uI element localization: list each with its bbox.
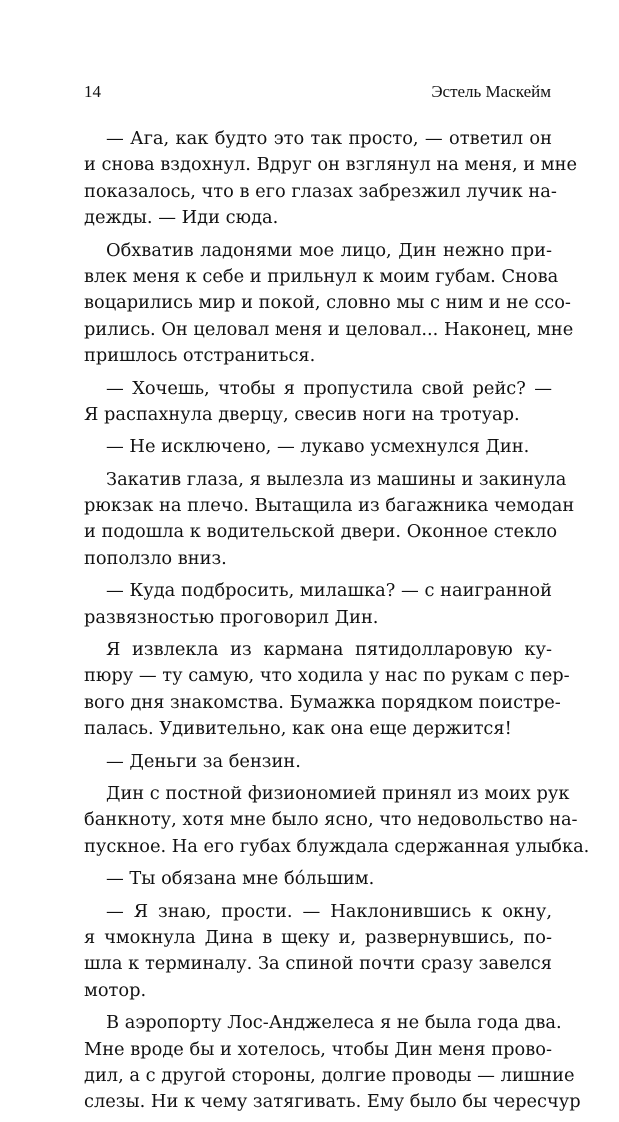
text-line: банкноту, хотя мне было ясно, что недовольство на- (84, 809, 578, 831)
text-line: поползло вниз. (84, 547, 227, 569)
text-line: — Ты обязана мне бо́льшим. (106, 868, 375, 890)
paragraph (84, 749, 552, 775)
text-line: пускное. На его губах блуждала сдержанная улыбка. (84, 835, 590, 857)
paragraph (84, 434, 552, 460)
paragraph (84, 899, 552, 1005)
text-line: пюру — ту самую, что ходила у нас по рукам с пер- (84, 665, 570, 687)
text-line: — Ага, как будто это так просто, — ответил он (106, 128, 552, 149)
paragraph (84, 376, 552, 429)
page-number: 14 (84, 82, 101, 101)
text-line: — Деньги за бензин. (106, 750, 301, 772)
text-line: палась. Удивительно, как она еще держится! (84, 718, 512, 740)
paragraph (84, 1010, 581, 1116)
text-line: и снова вздохнул. Вдруг он взглянул на меня, и мне (84, 154, 577, 176)
text-line: Закатив глаза, я вылезла из машины и закинула (106, 468, 567, 490)
text-line: и подошла к водительской двери. Оконное стекло (84, 521, 558, 543)
paragraph (84, 578, 552, 631)
text-line: В аэропорту Лос-Анджелеса я не была года два. (106, 1012, 562, 1034)
paragraph (84, 637, 570, 743)
text-line: рились. Он целовал меня и целовал... Наконец, мне (84, 318, 574, 340)
paragraph (84, 238, 574, 370)
text-line: рюкзак на плечо. Вытащила из багажника чемодан (84, 495, 575, 517)
text-line: Я распахнула дверцу, свесив ноги на тротуар. (84, 403, 520, 425)
text-line: — Я знаю, прости. — Наклонившись к окну, (106, 900, 552, 922)
text-line: дежды. — Иди сюда. (84, 207, 279, 229)
text-line: развязностью проговорил Дин. (84, 606, 379, 628)
text-line: пришлось отстраниться. (84, 345, 316, 367)
text-line: слезы. Ни к чему затягивать. Ему было бы чересчур (84, 1091, 581, 1113)
text-line: — Не исключено, — лукаво усмехнулся Дин. (106, 436, 530, 458)
text-line: мотор. (84, 979, 147, 1001)
text-line: Я извлекла из кармана пятидолларовую ку- (106, 639, 552, 661)
running-head-title: Эстель Маскейм (431, 82, 551, 101)
text-line: шла к терминалу. За спиной почти сразу завелся (84, 953, 552, 975)
text-line: — Куда подбросить, милашка? — с наигранной (106, 580, 552, 602)
text-line: влек меня к себе и прильнул к моим губам. Снова (84, 265, 559, 287)
text-line: я чмокнула Дина в щеку и, развернувшись, по- (84, 926, 552, 948)
text-line: показалось, что в его глазах забрезжил лучик на- (84, 180, 557, 202)
text-line: Мне вроде бы и хотелось, чтобы Дин меня прово- (84, 1038, 552, 1060)
text-line: дил, а с другой стороны, долгие проводы — лишние (84, 1064, 575, 1086)
text-line: Дин с постной физиономией принял из моих рук (106, 782, 570, 804)
paragraph (84, 126, 577, 232)
text-line: вого дня знакомства. Бумажка порядком поистре- (84, 691, 561, 713)
paragraph (84, 866, 552, 892)
text-line: воцарились мир и покой, словно мы с ним и не ссо- (84, 292, 571, 314)
text-line: Обхватив ладонями мое лицо, Дин нежно при- (106, 239, 552, 261)
paragraph (84, 467, 575, 573)
running-head (84, 80, 551, 104)
body-text (84, 126, 590, 1122)
paragraph (84, 781, 590, 860)
text-line: — Хочешь, чтобы я пропустила свой рейс? — (106, 377, 552, 399)
